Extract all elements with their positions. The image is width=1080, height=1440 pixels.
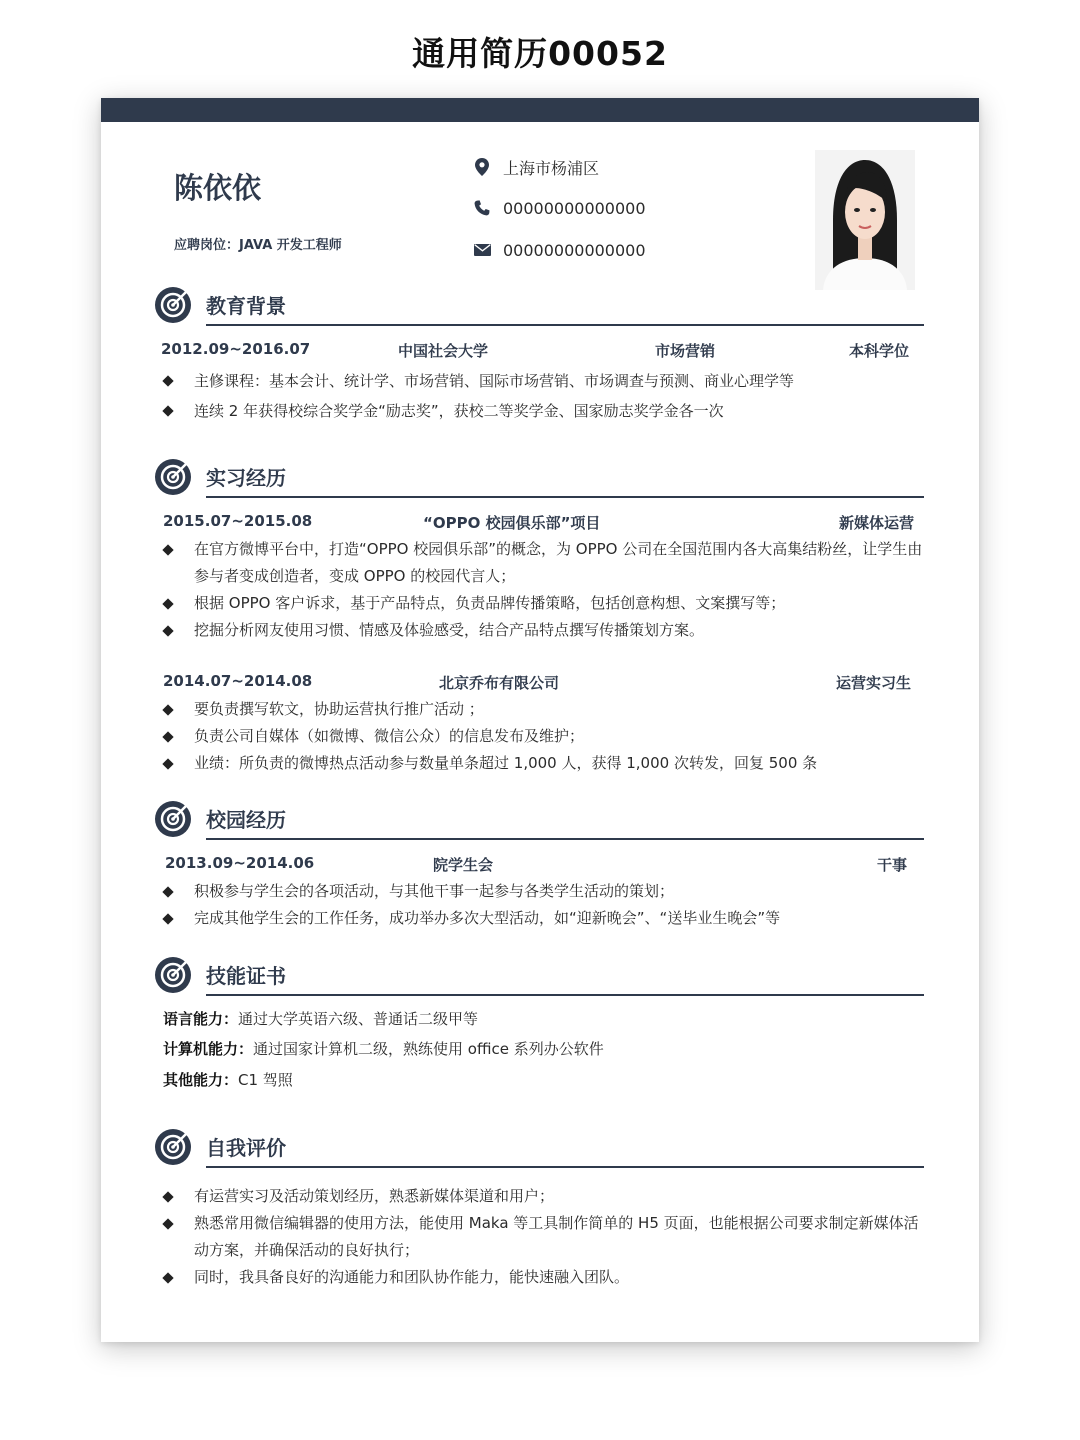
list-item: 根据 OPPO 客户诉求，基于产品特点，负责品牌传播策略，包括创意构想、文案撰写等； [161, 590, 926, 617]
section-title: 实习经历 [206, 466, 286, 490]
section-divider [206, 838, 924, 840]
education-date: 2012.09~2016.07 [161, 340, 311, 358]
email-text: 00000000000000 [503, 240, 646, 260]
contact-phone [473, 195, 646, 221]
section-divider [206, 496, 924, 498]
internship-role: 运营实习生 [836, 674, 912, 692]
internship-bullets [161, 536, 926, 644]
campus-date: 2013.09~2014.06 [165, 854, 315, 872]
education-bullets [161, 366, 926, 426]
target-arrow-icon [154, 1126, 194, 1166]
candidate-name: 陈依依 [174, 171, 262, 205]
list-item: 要负责撰写软文，协助运营执行推广活动 ； [161, 696, 926, 723]
campus-role: 干事 [877, 856, 908, 874]
section-title: 校园经历 [206, 808, 286, 832]
section-divider [206, 1166, 924, 1168]
phone-icon [473, 199, 491, 217]
list-item: 连续 2 年获得校综合奖学金“励志奖”，获校二等奖学金、国家励志奖学金各一次 [161, 396, 926, 426]
list-item: 挖掘分析网友使用习惯、情感及体验感受，结合产品特点撰写传播策划方案。 [161, 617, 926, 644]
internship-role: 新媒体运营 [839, 514, 915, 532]
list-item: 熟悉常用微信编辑器的使用方法，能使用 Maka 等工具制作简单的 H5 页面，也能根据公司要求制定新媒体活动方案，并确保活动的良好执行； [161, 1210, 931, 1264]
job-value: JAVA 开发工程师 [239, 238, 342, 253]
skill-label: 语言能力： [163, 1010, 239, 1028]
skill-label: 其他能力： [163, 1071, 239, 1089]
section-education [154, 284, 924, 326]
job-position [174, 234, 342, 253]
skill-value: C1 驾照 [238, 1071, 293, 1089]
skill-value: 通过大学英语六级、普通话二级甲等 [238, 1010, 479, 1028]
skill-other [163, 1069, 293, 1091]
internship-bullets [161, 696, 926, 777]
self-evaluation-bullets [161, 1183, 931, 1291]
skill-label: 计算机能力： [163, 1040, 254, 1058]
education-entry-header [161, 340, 921, 362]
list-item: 在官方微博平台中，打造“OPPO 校园俱乐部”的概念，为 OPPO 公司在全国范围内各大高集结粉丝，让学生由参与者变成创造者，变成 OPPO 的校园代言人； [161, 536, 926, 590]
section-title: 教育背景 [206, 294, 286, 318]
list-item: 同时，我具备良好的沟通能力和团队协作能力，能快速融入团队。 [161, 1264, 931, 1291]
mail-icon [473, 241, 491, 259]
target-arrow-icon [154, 284, 194, 324]
campus-org: 院学生会 [433, 856, 494, 874]
list-item: 有运营实习及活动策划经历，熟悉新媒体渠道和用户； [161, 1183, 931, 1210]
job-label: 应聘岗位： [174, 238, 240, 253]
internship-entry-header [161, 512, 921, 534]
internship-entry-header [161, 672, 921, 694]
section-self-evaluation [154, 1126, 924, 1168]
header-bar [101, 98, 979, 122]
campus-entry-header [161, 854, 921, 876]
list-item: 负责公司自媒体（如微博、微信公众）的信息发布及维护； [161, 723, 926, 750]
resume-sheet [101, 98, 979, 1342]
internship-org: “OPPO 校园俱乐部”项目 [423, 514, 601, 532]
section-internship [154, 456, 924, 498]
location-text: 上海市杨浦区 [503, 158, 600, 178]
internship-date: 2015.07~2015.08 [163, 512, 313, 530]
location-pin-icon [473, 158, 491, 176]
phone-text: 00000000000000 [503, 198, 646, 218]
page-title: 通用简历00052 [412, 34, 668, 73]
section-campus [154, 798, 924, 840]
section-divider [206, 324, 924, 326]
list-item: 业绩：所负责的微博热点活动参与数量单条超过 1,000 人，获得 1,000 次转发，回复 500 条 [161, 750, 926, 777]
contact-email [473, 237, 646, 263]
internship-org: 北京乔布有限公司 [439, 674, 560, 692]
campus-bullets [161, 878, 926, 932]
target-arrow-icon [154, 954, 194, 994]
list-item: 主修课程：基本会计、统计学、市场营销、国际市场营销、市场调查与预测、商业心理学等 [161, 366, 926, 396]
target-arrow-icon [154, 456, 194, 496]
skill-language [163, 1008, 478, 1030]
list-item: 积极参与学生会的各项活动，与其他干事一起参与各类学生活动的策划； [161, 878, 926, 905]
skill-computer [163, 1038, 604, 1060]
section-title: 自我评价 [206, 1136, 286, 1160]
section-skills [154, 954, 924, 996]
target-arrow-icon [154, 798, 194, 838]
education-degree: 本科学位 [849, 342, 910, 360]
education-major: 市场营销 [655, 342, 716, 360]
skill-value: 通过国家计算机二级，熟练使用 office 系列办公软件 [253, 1040, 604, 1058]
section-title: 技能证书 [206, 964, 286, 988]
education-school: 中国社会大学 [398, 342, 489, 360]
list-item: 完成其他学生会的工作任务，成功举办多次大型活动，如“迎新晚会”、“送毕业生晚会”等 [161, 905, 926, 932]
section-divider [206, 994, 924, 996]
internship-date: 2014.07~2014.08 [163, 672, 313, 690]
contact-location [473, 154, 599, 180]
profile-photo [815, 150, 915, 290]
